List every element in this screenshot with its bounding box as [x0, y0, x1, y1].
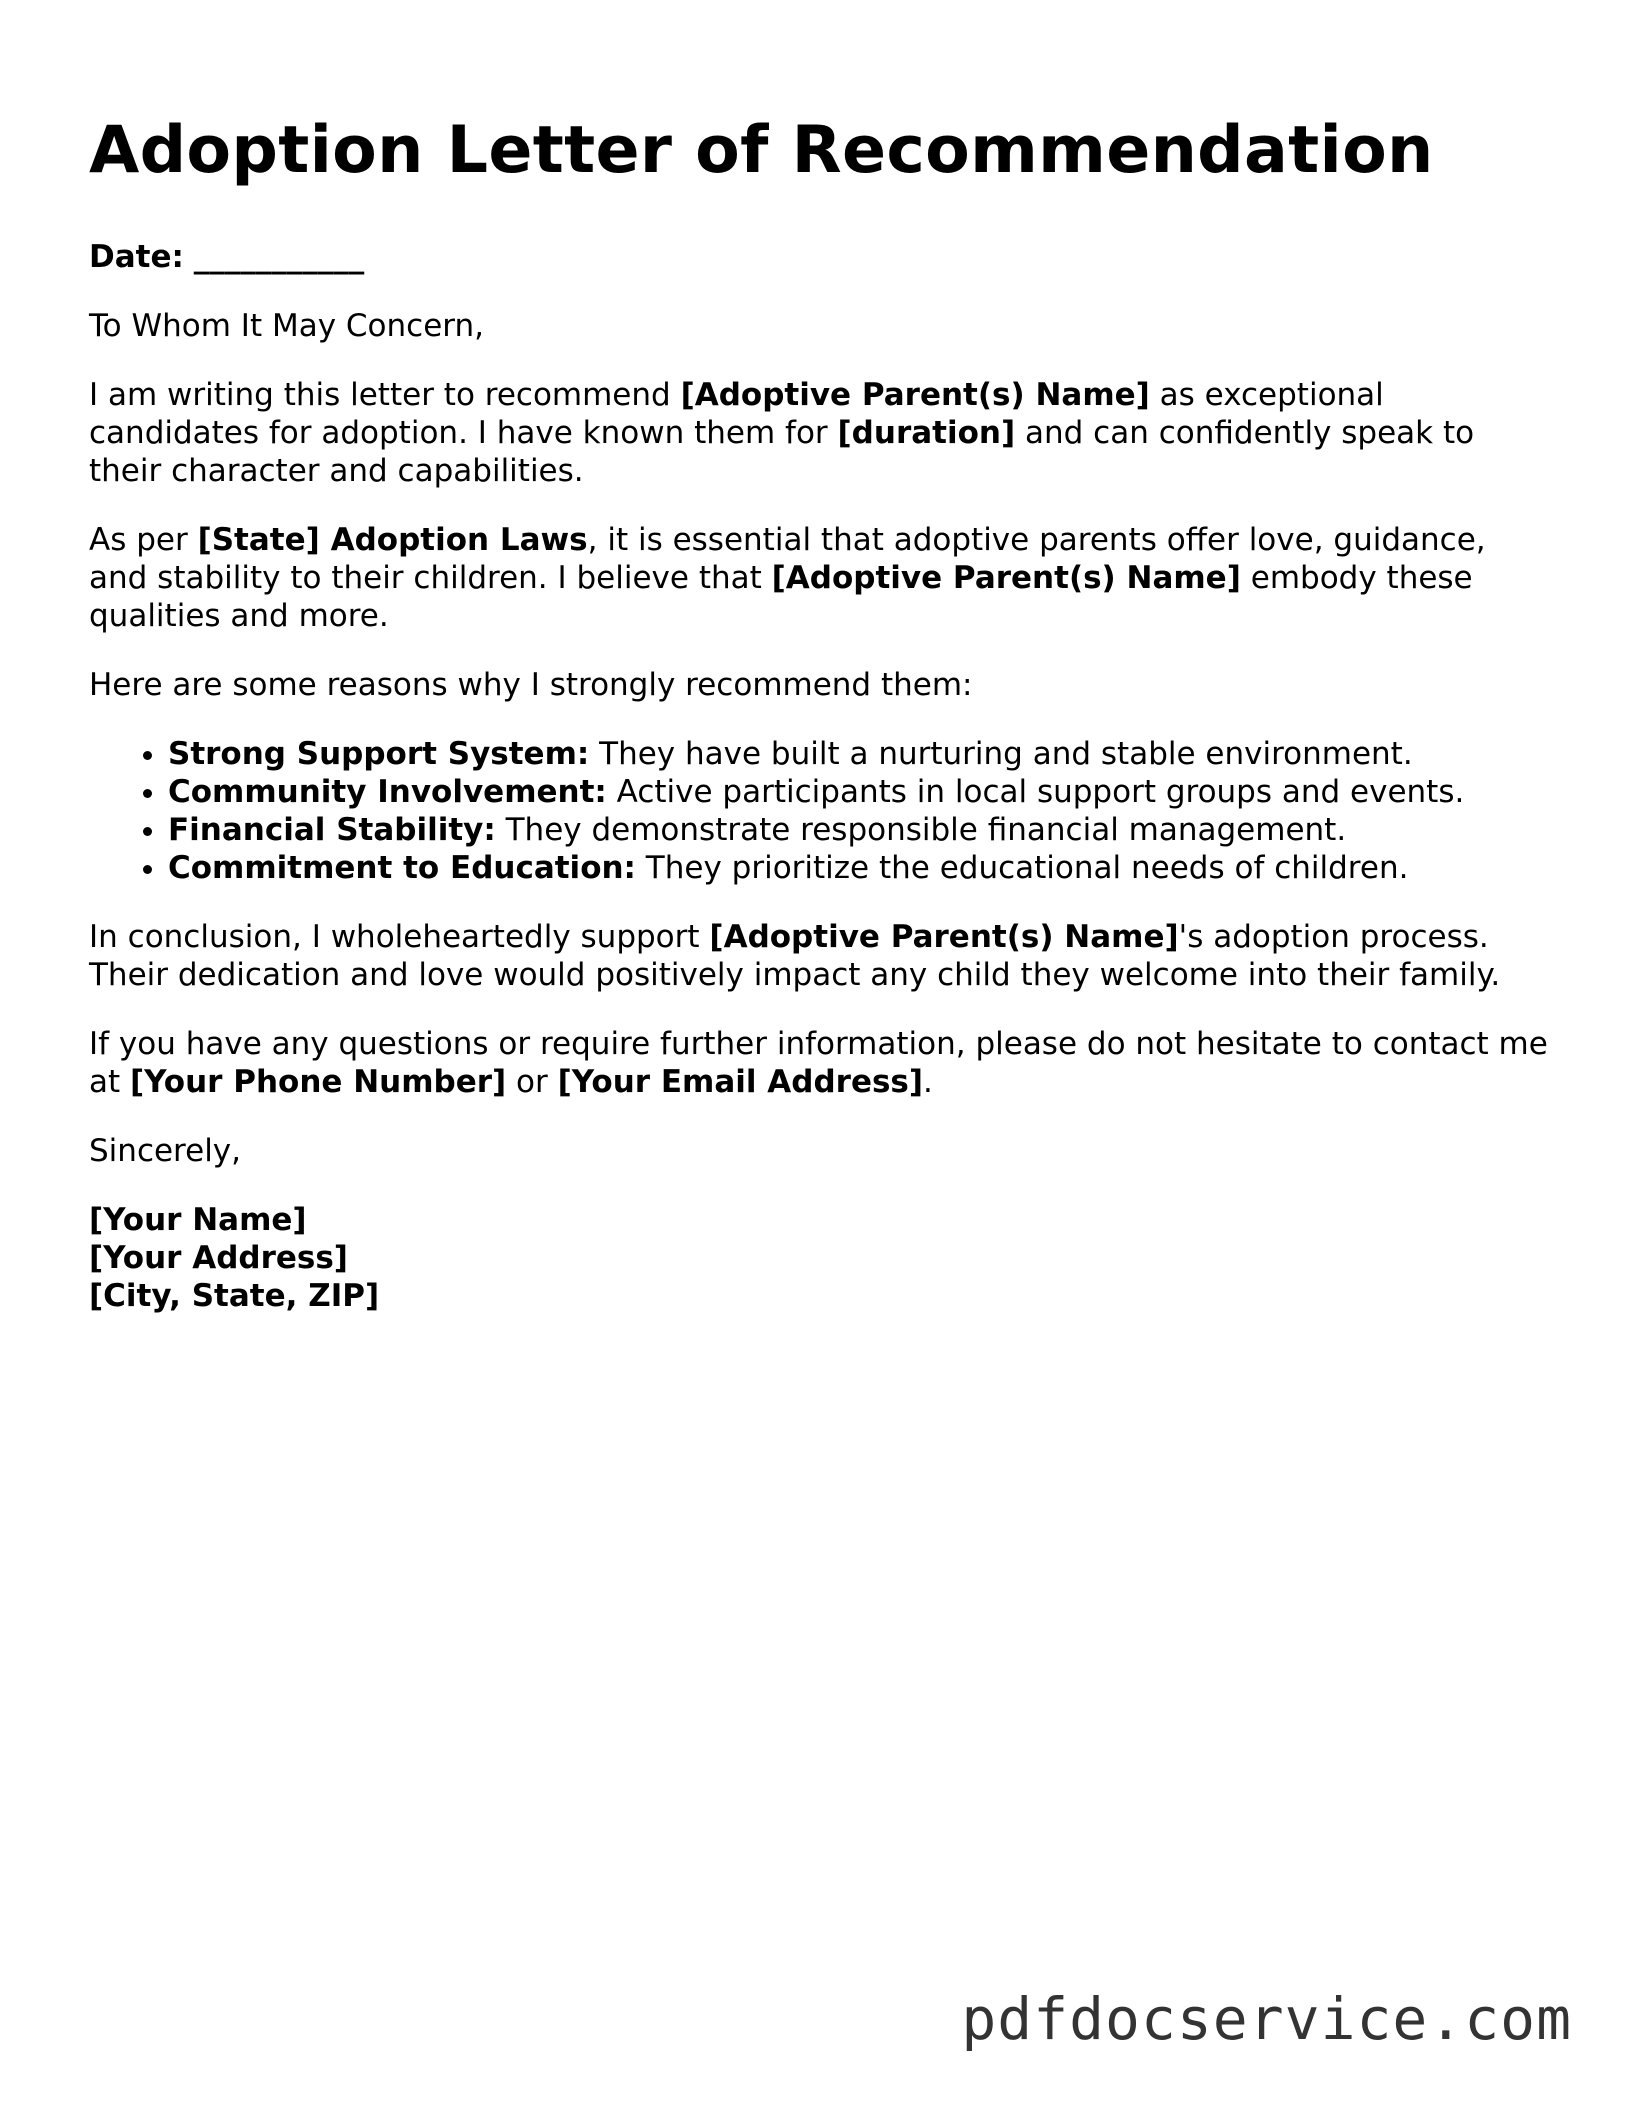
laws-placeholder-state: [State] Adoption Laws: [197, 522, 588, 558]
laws-paragraph: [89, 521, 1549, 635]
conclusion-text-1: In conclusion, I wholeheartedly support: [89, 919, 710, 955]
contact-text-3: .: [923, 1064, 933, 1100]
reason-text: They demonstrate responsible financial management.: [495, 812, 1347, 848]
letter-title: Adoption Letter of Recommendation: [89, 113, 1434, 188]
list-item: [168, 735, 1549, 773]
date-line: [89, 238, 1549, 276]
salutation: To Whom It May Concern,: [89, 308, 484, 344]
intro-text-2: as exceptional candidates for adoption. I have known them for: [89, 377, 1384, 451]
contact-paragraph: [89, 1025, 1549, 1101]
reasons-intro: Here are some reasons why I strongly recommend them:: [89, 667, 973, 703]
intro-text-3: and can confidently speak to their character and capabilities.: [89, 415, 1475, 489]
intro-placeholder-parents: [Adoptive Parent(s) Name]: [680, 377, 1150, 413]
reason-label: Strong Support System:: [168, 736, 590, 772]
intro-paragraph: [89, 376, 1549, 490]
conclusion-text-2: 's adoption process. Their dedication and love would positively impact any child they welcome into their family.: [89, 919, 1501, 993]
watermark: pdfdocservice.com: [961, 1985, 1572, 2053]
contact-text-1: If you have any questions or require further information, please do not hesitate to contact me at: [89, 1026, 1548, 1100]
date-label: Date:: [89, 239, 184, 275]
conclusion-paragraph: [89, 918, 1549, 994]
reason-text: Active participants in local support groups and events.: [606, 774, 1465, 810]
signature-block: [89, 1201, 1549, 1315]
contact-text-2: or: [506, 1064, 558, 1100]
reason-label: Financial Stability:: [168, 812, 496, 848]
intro-text-1: I am writing this letter to recommend: [89, 377, 681, 413]
letter-page: [89, 112, 1549, 1315]
signature-address: [Your Address]: [89, 1240, 348, 1276]
laws-placeholder-parents: [Adoptive Parent(s) Name]: [771, 560, 1241, 596]
list-item: [168, 849, 1549, 887]
contact-placeholder-phone: [Your Phone Number]: [130, 1064, 507, 1100]
date-blank: ___________: [193, 239, 365, 275]
laws-text-1: As per: [89, 522, 198, 558]
signature-city: [City, State, ZIP]: [89, 1278, 380, 1314]
reason-text: They have built a nurturing and stable environment.: [589, 736, 1413, 772]
closing: Sincerely,: [89, 1133, 242, 1169]
intro-placeholder-duration: [duration]: [837, 415, 1016, 451]
laws-text-3: embody these qualities and more.: [89, 560, 1473, 634]
reason-label: Community Involvement:: [168, 774, 607, 810]
list-item: [168, 773, 1549, 811]
reasons-list: [89, 735, 1549, 887]
reason-label: Commitment to Education:: [168, 850, 636, 886]
list-item: [168, 811, 1549, 849]
conclusion-placeholder-parents: [Adoptive Parent(s) Name]: [709, 919, 1179, 955]
reason-text: They prioritize the educational needs of children.: [635, 850, 1409, 886]
contact-placeholder-email: [Your Email Address]: [557, 1064, 924, 1100]
signature-name: [Your Name]: [89, 1202, 307, 1238]
laws-text-2: , it is essential that adoptive parents offer love, guidance, and stability to their children. I believe that: [89, 522, 1486, 596]
